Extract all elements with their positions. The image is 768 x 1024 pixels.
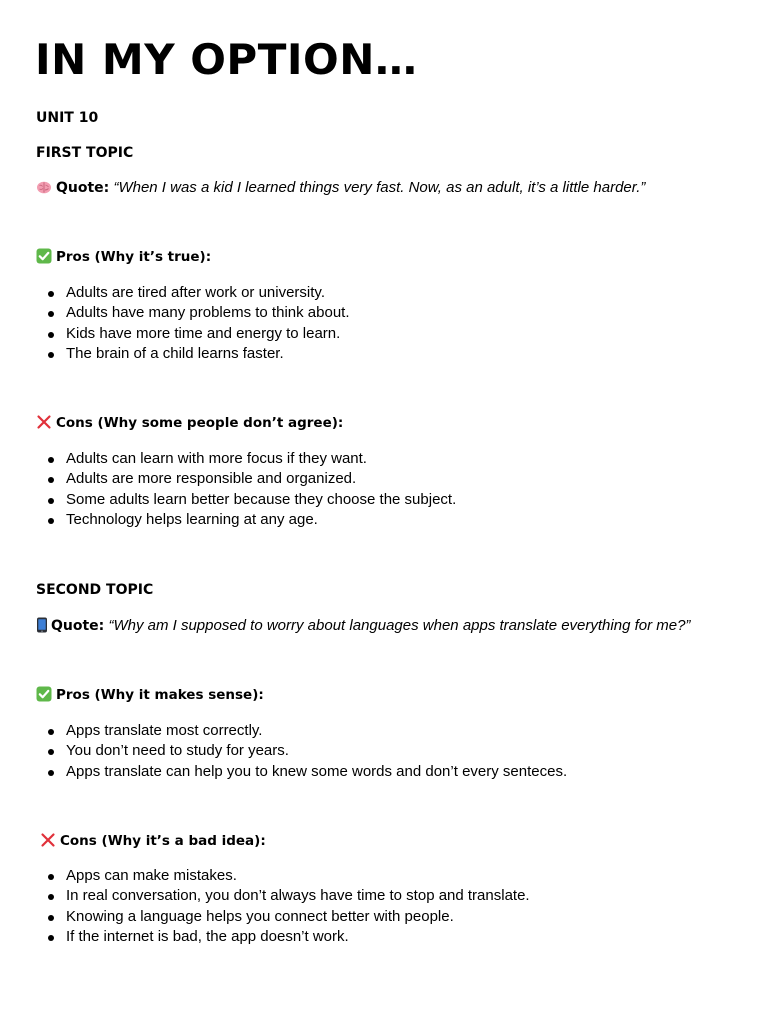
brain-icon (36, 179, 52, 195)
list-item: Some adults learn better because they choose the subject. (42, 490, 456, 510)
first-topic-cons-list (42, 449, 456, 531)
check-mark-icon (36, 686, 52, 702)
list-item: Apps translate most correctly. (42, 721, 567, 741)
first-topic-heading: FIRST TOPIC (36, 145, 134, 161)
cross-mark-icon (40, 832, 56, 848)
page-title: IN MY OPTION… (35, 35, 418, 84)
quote-label: Quote: (51, 618, 105, 634)
list-item: Adults can learn with more focus if they want. (42, 449, 456, 469)
first-topic-pros-list (42, 283, 350, 365)
pros-label: Pros (Why it’s true): (56, 249, 212, 265)
mobile-phone-icon (36, 617, 48, 633)
quote-text: “Why am I supposed to worry about languages when apps translate everything for me?” (108, 617, 691, 634)
list-item: Apps can make mistakes. (42, 866, 530, 886)
list-item: Adults have many problems to think about. (42, 303, 350, 323)
list-item: Kids have more time and energy to learn. (42, 324, 350, 344)
unit-label: UNIT 10 (36, 110, 99, 126)
pros-label: Pros (Why it makes sense): (56, 687, 264, 703)
list-item: You don’t need to study for years. (42, 741, 567, 761)
check-mark-icon (36, 248, 52, 264)
first-topic-cons-heading (36, 413, 343, 433)
cons-label: Cons (Why some people don’t agree): (56, 415, 344, 431)
second-topic-quote (36, 616, 690, 636)
list-item: Apps translate can help you to knew some words and don’t every senteces. (42, 762, 567, 782)
second-topic-cons-heading (40, 831, 266, 851)
second-topic-pros-list (42, 721, 567, 782)
list-item: Adults are more responsible and organized. (42, 469, 456, 489)
quote-text: “When I was a kid I learned things very fast. Now, as an adult, it’s a little harder.” (113, 179, 646, 196)
second-topic-pros-heading (36, 685, 264, 705)
list-item: Knowing a language helps you connect better with people. (42, 907, 530, 927)
cross-mark-icon (36, 414, 52, 430)
second-topic-heading: SECOND TOPIC (36, 582, 154, 598)
quote-label: Quote: (56, 180, 110, 196)
list-item: If the internet is bad, the app doesn’t work. (42, 927, 530, 947)
list-item: The brain of a child learns faster. (42, 344, 350, 364)
list-item: Technology helps learning at any age. (42, 510, 456, 530)
first-topic-quote (36, 178, 645, 198)
second-topic-cons-list (42, 866, 530, 948)
list-item: In real conversation, you don’t always have time to stop and translate. (42, 886, 530, 906)
cons-label: Cons (Why it’s a bad idea): (60, 833, 266, 849)
first-topic-pros-heading (36, 247, 211, 267)
list-item: Adults are tired after work or university. (42, 283, 350, 303)
